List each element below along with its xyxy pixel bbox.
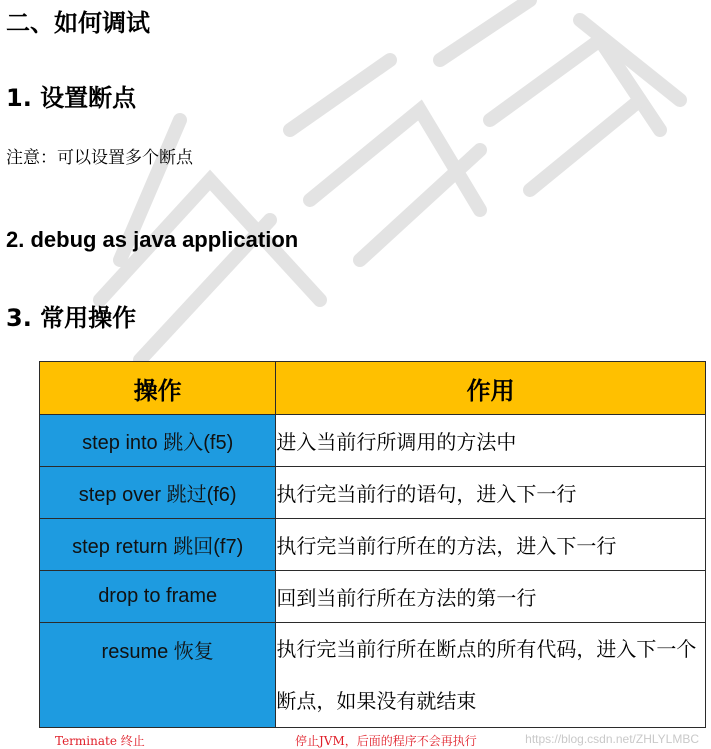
- heading-common-ops: 3. 常用操作: [6, 304, 137, 332]
- terminate-description: 停止JVM，后面的程序不会再执行: [295, 734, 477, 748]
- table-row: [40, 467, 706, 519]
- heading-debug-as: 2. debug as java application: [6, 227, 299, 252]
- operation-cell: step over 跳过(f6): [40, 467, 276, 519]
- operation-cell: step return 跳回(f7): [40, 519, 276, 571]
- table-row: [40, 519, 706, 571]
- column-header-effect: 作用: [276, 362, 706, 415]
- watermark-graphic: [60, 0, 711, 400]
- source-watermark-text: https://blog.csdn.net/ZHLYLMBC: [525, 732, 699, 746]
- column-header-operation: 操作: [40, 362, 276, 415]
- terminate-annotation: Terminate 终止: [55, 734, 145, 748]
- table-row: [40, 415, 706, 467]
- section-title: 二、如何调试: [6, 9, 150, 37]
- table-row: [40, 623, 706, 728]
- table-row: [40, 571, 706, 623]
- table-header-row: [40, 362, 706, 415]
- effect-cell: 执行完当前行所在断点的所有代码，进入下一个断点，如果没有就结束: [276, 623, 706, 728]
- heading-set-breakpoint: 1. 设置断点: [6, 84, 137, 112]
- effect-cell: 回到当前行所在方法的第一行: [276, 571, 706, 623]
- operations-table: [39, 361, 706, 728]
- effect-cell: 执行完当前行所在的方法，进入下一行: [276, 519, 706, 571]
- operation-cell: step into 跳入(f5): [40, 415, 276, 467]
- operation-cell: drop to frame: [40, 571, 276, 623]
- effect-cell: 进入当前行所调用的方法中: [276, 415, 706, 467]
- effect-cell: 执行完当前行的语句，进入下一行: [276, 467, 706, 519]
- operation-cell: resume 恢复: [40, 623, 276, 728]
- breakpoint-note: 注意：可以设置多个断点: [6, 148, 193, 168]
